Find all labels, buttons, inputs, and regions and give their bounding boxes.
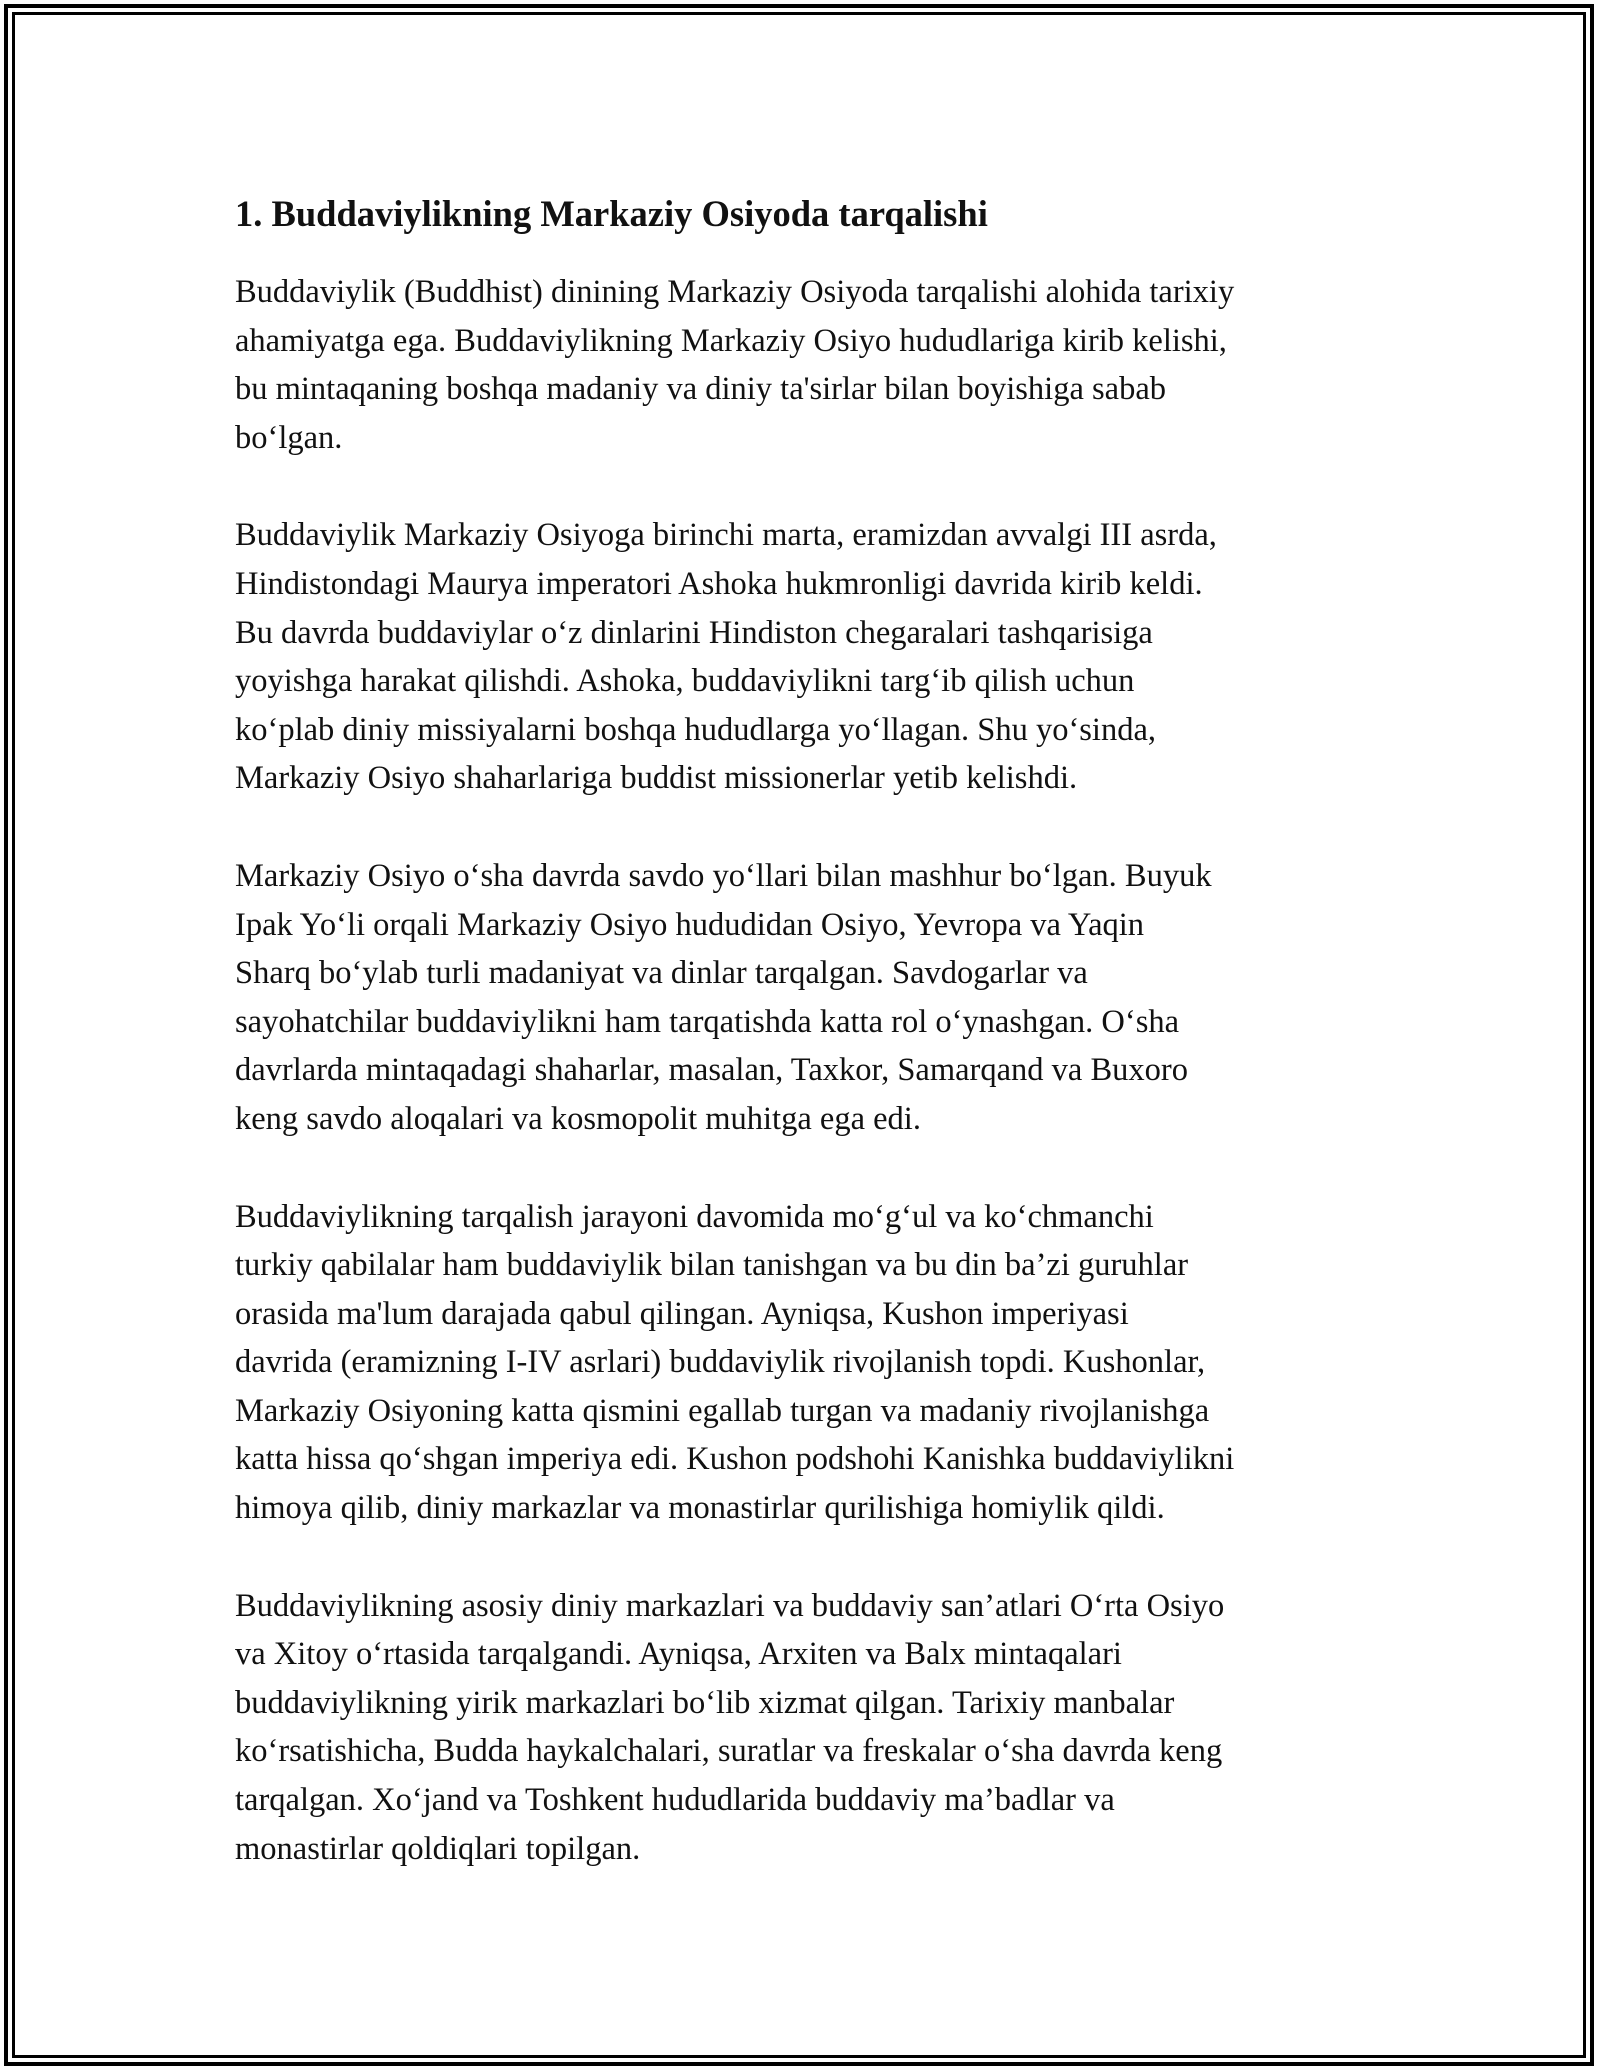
paragraph-5: Buddaviylikning asosiy diniy markazlari va buddaviy san’atlari O‘rta Osiyo va Xitoy o‘rtasida tarqalgandi. Ayniqsa, Arxiten va Balx mintaqalari buddaviylikning yirik markazlari bo‘lib xizmat qilgan. Tarixiy manbalar ko‘rsatishicha, Budda haykalchalari, suratlar va freskalar o‘sha davrda keng tarqalgan. Xo‘jand va Toshkent hududlarida buddaviy ma’badlar va monastirlar qoldiqlari topilgan. bbox=[235, 1587, 1225, 1867]
paragraph-1: Buddaviylik (Buddhist) dinining Markaziy Osiyoda tarqalishi alohida tarixiy ahamiyatga ega. Buddaviylikning Markaziy Osiyo hududlariga kirib kelishi, bu mintaqaning boshqa madaniy va diniy ta'sirlar bilan boyishiga sabab bo‘lgan. bbox=[235, 274, 1235, 456]
section-heading: 1. Buddaviylikning Markaziy Osiyoda tarqalishi bbox=[235, 193, 988, 234]
paragraph-4: Buddaviylikning tarqalish jarayoni davomida mo‘g‘ul va ko‘chmanchi turkiy qabilalar ham buddaviylik bilan tanishgan va bu din ba’zi guruhlar orasida ma'lum darajada qabul qilingan. Ayniqsa, Kushon imperiyasi davrida (eramizning I-IV asrlari) buddaviylik rivojlanish topdi. Kushonlar, Markaziy Osiyoning katta qismini egallab turgan va madaniy rivojlanishga katta hissa qo‘shgan imperiya edi. Kushon podshohi Kanishka buddaviylikni himoya qilib, diniy markazlar va monastirlar qurilishiga homiylik qildi. bbox=[235, 1198, 1235, 1527]
paragraph-3: Markaziy Osiyo o‘sha davrda savdo yo‘llari bilan mashhur bo‘lgan. Buyuk Ipak Yo‘li orqali Markaziy Osiyo hududidan Osiyo, Yevropa va Yaqin Sharq bo‘ylab turli madaniyat va dinlar tarqalgan. Savdogarlar va sayohatchilar buddaviylikni ham tarqatishda katta rol o‘ynashgan. O‘sha davrlarda mintaqadagi shaharlar, masalan, Taxkor, Samarqand va Buxoro keng savdo aloqalari va kosmopolit muhitga ega edi. bbox=[235, 857, 1212, 1137]
document-body bbox=[235, 190, 1375, 1922]
paragraph-2: Buddaviylik Markaziy Osiyoga birinchi marta, eramizdan avvalgi III asrda, Hindistondagi Maurya imperatori Ashoka hukmronligi davrida kirib keldi. Bu davrda buddaviylar o‘z dinlarini Hindiston chegaralari tashqarisiga yoyishga harakat qilishdi. Ashoka, buddaviylikni targ‘ib qilish uchun ko‘plab diniy missiyalarni boshqa hududlarga yo‘llagan. Shu yo‘sinda, Markaziy Osiyo shaharlariga buddist missionerlar yetib kelishdi. bbox=[235, 517, 1217, 797]
